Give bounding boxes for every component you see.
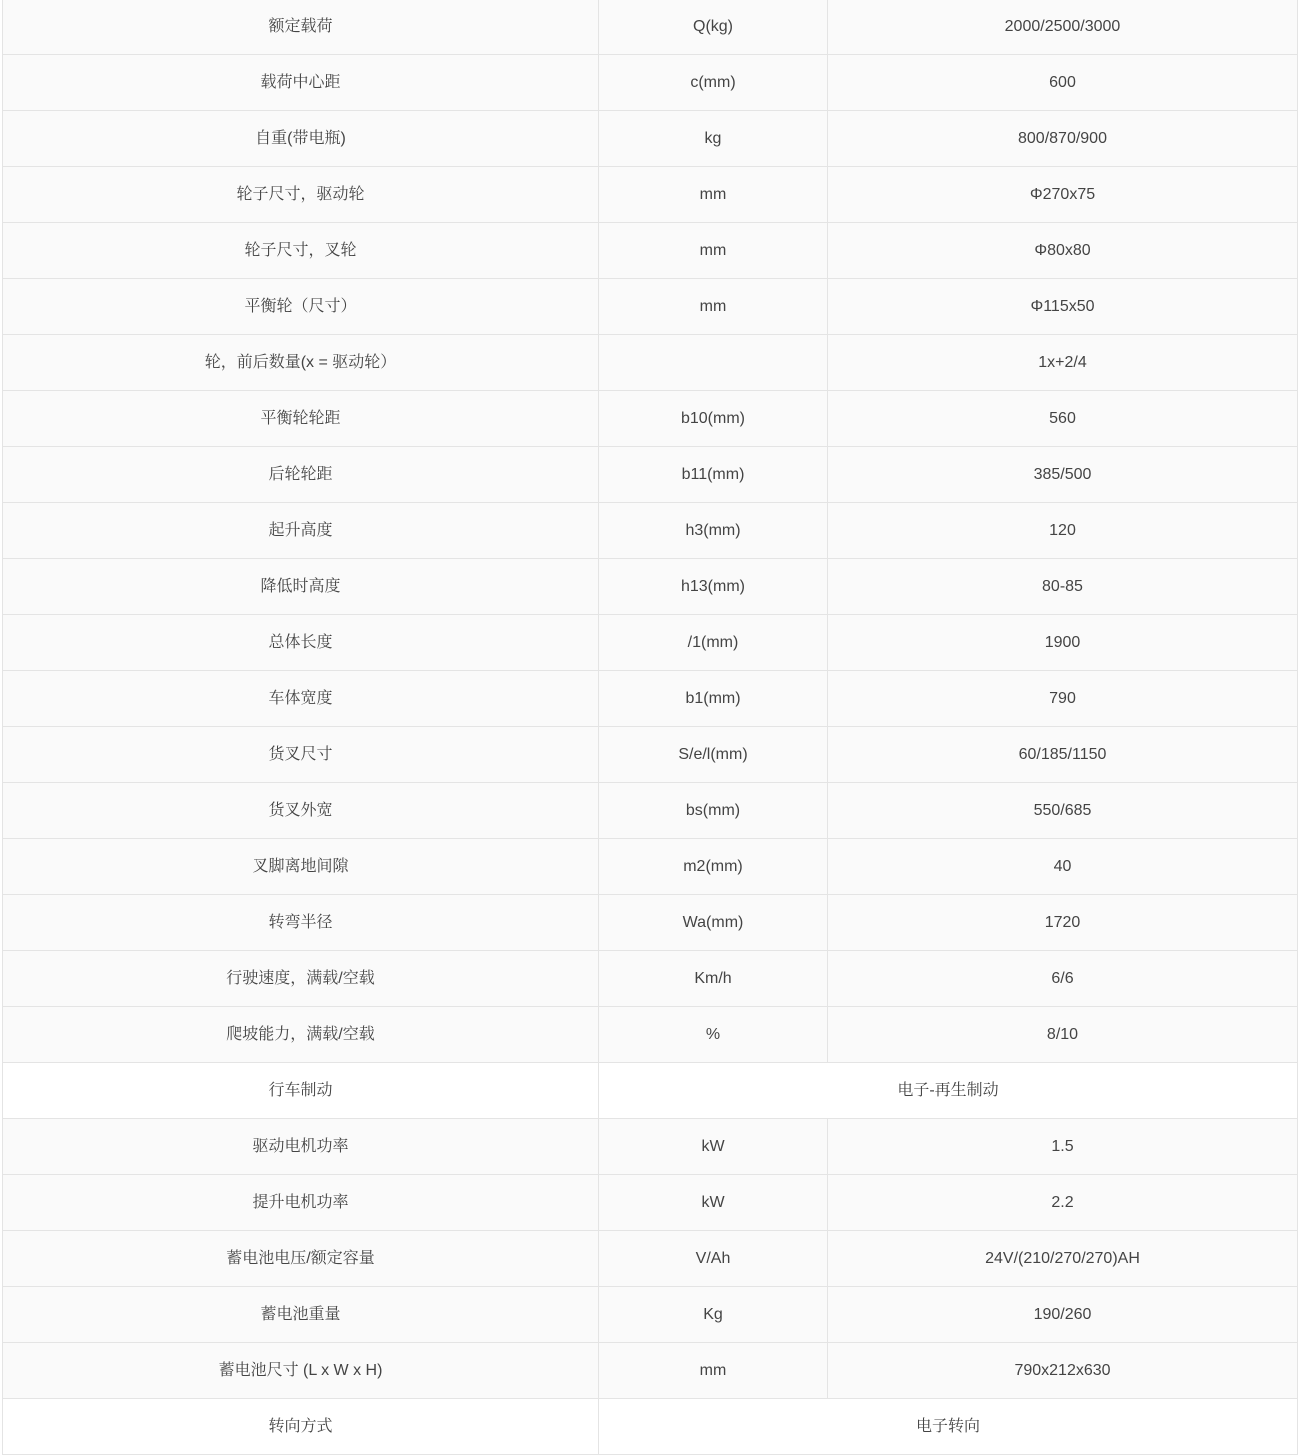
- spec-value-cell: 600: [828, 55, 1298, 111]
- table-row: [3, 55, 1298, 111]
- spec-unit-cell: c(mm): [599, 55, 828, 111]
- spec-name-cell: 总体长度: [3, 615, 599, 671]
- spec-table-body: [3, 0, 1298, 1455]
- table-row: [3, 279, 1298, 335]
- spec-name-cell: 货叉尺寸: [3, 727, 599, 783]
- table-row: [3, 223, 1298, 279]
- spec-name-cell: 轮，前后数量(x = 驱动轮）: [3, 335, 599, 391]
- table-row: [3, 1343, 1298, 1399]
- spec-value-cell: 6/6: [828, 951, 1298, 1007]
- table-row: [3, 1231, 1298, 1287]
- spec-name-cell: 行驶速度，满载/空载: [3, 951, 599, 1007]
- spec-value-cell: Φ80x80: [828, 223, 1298, 279]
- spec-unit-cell: mm: [599, 279, 828, 335]
- spec-name-cell: 平衡轮（尺寸）: [3, 279, 599, 335]
- spec-unit-cell: mm: [599, 1343, 828, 1399]
- spec-unit-cell: bs(mm): [599, 783, 828, 839]
- spec-unit-cell: m2(mm): [599, 839, 828, 895]
- table-row: [3, 895, 1298, 951]
- table-row: [3, 503, 1298, 559]
- spec-value-cell: Φ115x50: [828, 279, 1298, 335]
- spec-value-cell: 60/185/1150: [828, 727, 1298, 783]
- spec-unit-cell: kg: [599, 111, 828, 167]
- spec-name-cell: 平衡轮轮距: [3, 391, 599, 447]
- spec-unit-cell: S/e/l(mm): [599, 727, 828, 783]
- spec-name-cell: 驱动电机功率: [3, 1119, 599, 1175]
- table-row: [3, 1175, 1298, 1231]
- spec-value-cell: 550/685: [828, 783, 1298, 839]
- spec-unit-cell: kW: [599, 1175, 828, 1231]
- table-row: [3, 727, 1298, 783]
- spec-unit-cell: mm: [599, 223, 828, 279]
- spec-merged-value-cell: 电子-再生制动: [599, 1063, 1298, 1119]
- spec-name-cell: 爬坡能力，满载/空载: [3, 1007, 599, 1063]
- table-row: [3, 335, 1298, 391]
- spec-name-cell: 起升高度: [3, 503, 599, 559]
- spec-name-cell: 自重(带电瓶): [3, 111, 599, 167]
- spec-unit-cell: Km/h: [599, 951, 828, 1007]
- spec-value-cell: 1720: [828, 895, 1298, 951]
- spec-unit-cell: b11(mm): [599, 447, 828, 503]
- spec-value-cell: 1900: [828, 615, 1298, 671]
- table-row: [3, 951, 1298, 1007]
- spec-table: [2, 0, 1298, 1455]
- spec-name-cell: 提升电机功率: [3, 1175, 599, 1231]
- spec-value-cell: 560: [828, 391, 1298, 447]
- spec-unit-cell: kW: [599, 1119, 828, 1175]
- spec-value-cell: 24V/(210/270/270)AH: [828, 1231, 1298, 1287]
- spec-unit-cell: %: [599, 1007, 828, 1063]
- spec-unit-cell: h13(mm): [599, 559, 828, 615]
- table-row: [3, 783, 1298, 839]
- spec-unit-cell: Kg: [599, 1287, 828, 1343]
- table-row: [3, 447, 1298, 503]
- spec-value-cell: 1x+2/4: [828, 335, 1298, 391]
- spec-value-cell: 385/500: [828, 447, 1298, 503]
- spec-unit-cell: V/Ah: [599, 1231, 828, 1287]
- spec-name-cell: 行车制动: [3, 1063, 599, 1119]
- table-row: [3, 559, 1298, 615]
- table-row: [3, 839, 1298, 895]
- table-row: [3, 1119, 1298, 1175]
- spec-name-cell: 货叉外宽: [3, 783, 599, 839]
- spec-value-cell: 790: [828, 671, 1298, 727]
- spec-unit-cell: mm: [599, 167, 828, 223]
- spec-name-cell: 轮子尺寸，驱动轮: [3, 167, 599, 223]
- table-row: [3, 671, 1298, 727]
- spec-value-cell: 80-85: [828, 559, 1298, 615]
- table-row: [3, 1007, 1298, 1063]
- spec-value-cell: 790x212x630: [828, 1343, 1298, 1399]
- table-row: [3, 1287, 1298, 1343]
- table-row: [3, 391, 1298, 447]
- spec-name-cell: 转弯半径: [3, 895, 599, 951]
- spec-value-cell: 2000/2500/3000: [828, 0, 1298, 55]
- spec-name-cell: 额定载荷: [3, 0, 599, 55]
- spec-name-cell: 转向方式: [3, 1399, 599, 1455]
- spec-merged-value-cell: 电子转向: [599, 1399, 1298, 1455]
- table-row: [3, 167, 1298, 223]
- spec-value-cell: 120: [828, 503, 1298, 559]
- spec-unit-cell: b10(mm): [599, 391, 828, 447]
- table-row: [3, 111, 1298, 167]
- spec-value-cell: 40: [828, 839, 1298, 895]
- table-row: [3, 1399, 1298, 1455]
- spec-name-cell: 蓄电池电压/额定容量: [3, 1231, 599, 1287]
- spec-value-cell: 8/10: [828, 1007, 1298, 1063]
- spec-name-cell: 降低时高度: [3, 559, 599, 615]
- spec-unit-cell: /1(mm): [599, 615, 828, 671]
- spec-value-cell: 190/260: [828, 1287, 1298, 1343]
- spec-name-cell: 蓄电池重量: [3, 1287, 599, 1343]
- spec-unit-cell: Wa(mm): [599, 895, 828, 951]
- spec-value-cell: 2.2: [828, 1175, 1298, 1231]
- spec-name-cell: 车体宽度: [3, 671, 599, 727]
- spec-unit-cell: h3(mm): [599, 503, 828, 559]
- spec-name-cell: 蓄电池尺寸 (L x W x H): [3, 1343, 599, 1399]
- spec-name-cell: 后轮轮距: [3, 447, 599, 503]
- table-row: [3, 0, 1298, 55]
- spec-value-cell: Φ270x75: [828, 167, 1298, 223]
- table-row: [3, 1063, 1298, 1119]
- spec-name-cell: 载荷中心距: [3, 55, 599, 111]
- spec-value-cell: 800/870/900: [828, 111, 1298, 167]
- spec-name-cell: 叉脚离地间隙: [3, 839, 599, 895]
- spec-value-cell: 1.5: [828, 1119, 1298, 1175]
- spec-unit-cell: [599, 335, 828, 391]
- spec-unit-cell: b1(mm): [599, 671, 828, 727]
- spec-unit-cell: Q(kg): [599, 0, 828, 55]
- spec-name-cell: 轮子尺寸，叉轮: [3, 223, 599, 279]
- table-row: [3, 615, 1298, 671]
